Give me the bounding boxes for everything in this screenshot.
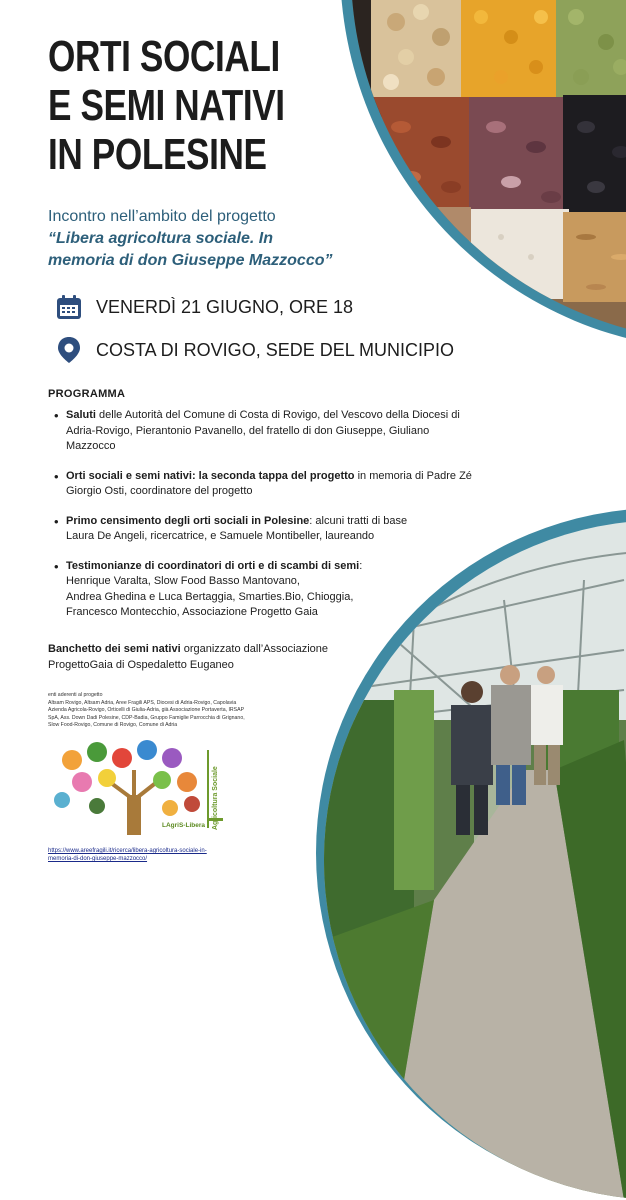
partner-list-text: Altsam Rovigo, Altsam Adria, Aree Fragili APS, Diocesi di Adria-Rovigo, Capolavia <box>48 699 237 706</box>
seed-stand-text: ProgettoGaia di Ospedaletto Euganeo <box>48 658 234 671</box>
partner-list-text: Slow Food-Rovigo, Comune di Rovigo, Comune di Adria <box>48 722 178 729</box>
event-date <box>56 294 353 320</box>
event-place-text: COSTA DI ROVIGO, SEDE DEL MUNICIPIO <box>96 339 455 360</box>
map-pin-icon <box>56 336 82 364</box>
seed-stand-text: organizzato dall’Associazione <box>180 643 329 655</box>
programme-item-text: in memoria di Padre Zé <box>354 469 472 482</box>
programme-item-text: Adria-Rovigo, Pierantonio Pavanello, del fratello di don Giuseppe, Giuliano <box>66 424 430 437</box>
programme-item-testimonials <box>54 559 524 621</box>
programme-item-text: Henrique Varalta, Slow Food Basso Mantovano, <box>66 575 300 587</box>
project-link-line-1[interactable]: https://www.areefragili.it/ricerca/libera-agricoltura-sociale-in- <box>48 848 207 854</box>
project-link-line-2[interactable]: memoria-di-don-giuseppe-mazzocco/ <box>48 856 148 862</box>
subtitle <box>48 206 333 272</box>
programme-item-text: delle Autorità del Comune di Costa di Rovigo, del Vescovo della Diocesi di <box>95 409 460 421</box>
greenhouse-image <box>324 520 626 1200</box>
event-date-text: VENERDÌ 21 GIUGNO, ORE 18 <box>96 296 354 317</box>
calendar-icon <box>56 294 82 320</box>
page-title <box>48 32 285 179</box>
programme-item-text: Giorgio Osti, coordinatore del progetto <box>66 485 253 497</box>
event-place <box>56 336 454 364</box>
partner-list <box>48 692 348 730</box>
programme-item-title: Testimonianze di coordinatori di orti e di scambi di semi <box>66 559 360 572</box>
programme-item-title: Orti sociali e semi nativi: la seconda tappa del progetto <box>66 469 355 482</box>
logo-name: LAgriS-Libera <box>162 822 205 829</box>
seed-stand-note <box>48 642 378 673</box>
title-line-1: ORTI SOCIALI <box>48 32 280 81</box>
partner-list-text: Azienda Agricola-Rovigo, Orticelli di Giulia-Adria, già Associazione Portaverta, IRSAP <box>48 707 245 714</box>
programme-item-greetings <box>54 408 524 455</box>
partner-list-text: SpA, Ass. Down Dadi Polesine, CDP-Badia, Gruppo Famiglie Parrocchia di Grignano, <box>48 714 245 721</box>
programme-item-text: : alcuni tratti di base <box>309 514 408 527</box>
programme-item-text: Mazzocco <box>66 440 116 452</box>
title-line-3: IN POLESINE <box>48 130 267 179</box>
subtitle-intro: Incontro nell’ambito del progetto <box>48 208 276 225</box>
programme-item-second-stage <box>54 469 524 500</box>
logo-side-text: Agricoltura Sociale <box>212 766 219 830</box>
partner-list-heading: enti aderenti al progetto <box>48 692 103 698</box>
project-name-line-2: memoria di don Giuseppe Mazzocco” <box>48 252 333 269</box>
programme-item-text: Andrea Ghedina e Luca Bertaggia, Smarties.Bio, Chioggia, <box>66 590 354 603</box>
programme-item-text: : <box>359 559 363 572</box>
programme-list <box>54 408 524 621</box>
project-link[interactable] <box>48 847 207 863</box>
programme-item-title: Saluti <box>66 409 96 421</box>
title-line-2: E SEMI NATIVI <box>48 81 285 130</box>
seed-stand-title: Banchetto dei semi nativi <box>48 643 181 655</box>
programme-item-text: Francesco Montecchio, Associazione Progetto Gaia <box>66 606 318 618</box>
seeds-image <box>351 0 626 342</box>
project-name-line-1: “Libera agricoltura sociale. In <box>48 230 273 247</box>
programme-item-title: Primo censimento degli orti sociali in Polesine <box>66 514 310 527</box>
programme-item-census <box>54 514 524 545</box>
programme-heading: PROGRAMMA <box>48 388 126 400</box>
programme-item-text: Laura De Angeli, ricercatrice, e Samuele Montibeller, laureando <box>66 530 375 542</box>
